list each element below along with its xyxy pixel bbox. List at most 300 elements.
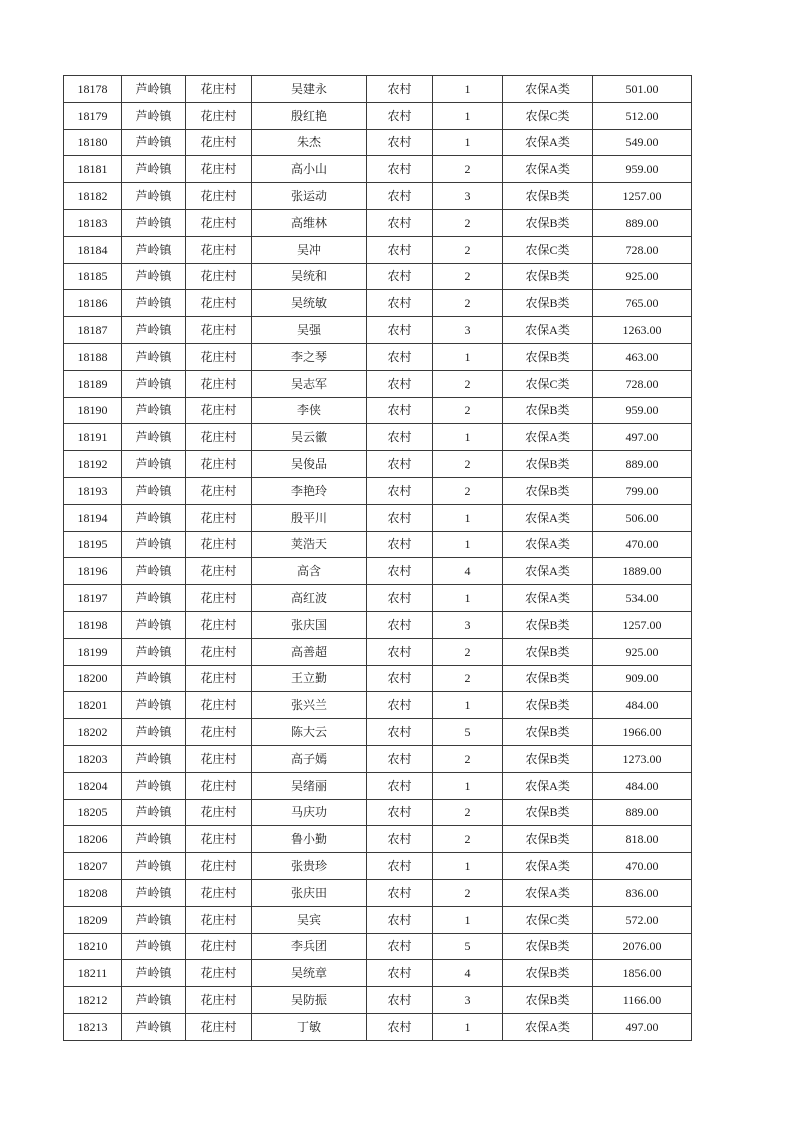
cell-town: 芦岭镇 [122, 719, 186, 746]
cell-village: 花庄村 [186, 424, 252, 451]
cell-name: 荚浩天 [252, 531, 367, 558]
cell-town: 芦岭镇 [122, 102, 186, 129]
cell-name: 高维林 [252, 209, 367, 236]
cell-serial-number: 18181 [64, 156, 122, 183]
cell-person-count: 2 [433, 879, 503, 906]
cell-insurance-category: 农保B类 [503, 665, 593, 692]
cell-insurance-category: 农保B类 [503, 209, 593, 236]
cell-town: 芦岭镇 [122, 1013, 186, 1040]
cell-serial-number: 18193 [64, 477, 122, 504]
cell-person-count: 2 [433, 370, 503, 397]
cell-town: 芦岭镇 [122, 263, 186, 290]
cell-insurance-category: 农保A类 [503, 129, 593, 156]
table-row [64, 933, 692, 960]
cell-town: 芦岭镇 [122, 343, 186, 370]
cell-name: 李艳玲 [252, 477, 367, 504]
cell-amount: 765.00 [593, 290, 692, 317]
table-row [64, 611, 692, 638]
cell-village: 花庄村 [186, 102, 252, 129]
table-row [64, 343, 692, 370]
cell-village: 花庄村 [186, 209, 252, 236]
cell-insurance-category: 农保B类 [503, 290, 593, 317]
cell-residence-type: 农村 [367, 960, 433, 987]
cell-town: 芦岭镇 [122, 826, 186, 853]
cell-name: 丁敏 [252, 1013, 367, 1040]
cell-person-count: 5 [433, 933, 503, 960]
table-row [64, 719, 692, 746]
table-row [64, 370, 692, 397]
cell-village: 花庄村 [186, 290, 252, 317]
cell-amount: 506.00 [593, 504, 692, 531]
cell-town: 芦岭镇 [122, 156, 186, 183]
cell-residence-type: 农村 [367, 343, 433, 370]
cell-town: 芦岭镇 [122, 129, 186, 156]
cell-serial-number: 18211 [64, 960, 122, 987]
cell-village: 花庄村 [186, 156, 252, 183]
cell-person-count: 1 [433, 343, 503, 370]
cell-person-count: 1 [433, 585, 503, 612]
cell-person-count: 5 [433, 719, 503, 746]
cell-residence-type: 农村 [367, 129, 433, 156]
cell-residence-type: 农村 [367, 772, 433, 799]
cell-person-count: 1 [433, 129, 503, 156]
table-row [64, 236, 692, 263]
cell-residence-type: 农村 [367, 906, 433, 933]
cell-name: 高小山 [252, 156, 367, 183]
cell-town: 芦岭镇 [122, 665, 186, 692]
cell-town: 芦岭镇 [122, 960, 186, 987]
cell-town: 芦岭镇 [122, 772, 186, 799]
cell-town: 芦岭镇 [122, 76, 186, 103]
subsidy-table [63, 75, 692, 1041]
cell-person-count: 1 [433, 853, 503, 880]
cell-serial-number: 18202 [64, 719, 122, 746]
cell-town: 芦岭镇 [122, 558, 186, 585]
cell-serial-number: 18204 [64, 772, 122, 799]
cell-village: 花庄村 [186, 638, 252, 665]
cell-town: 芦岭镇 [122, 183, 186, 210]
cell-name: 吴强 [252, 317, 367, 344]
cell-person-count: 3 [433, 317, 503, 344]
cell-village: 花庄村 [186, 451, 252, 478]
subsidy-table-body [64, 76, 692, 1041]
cell-insurance-category: 农保A类 [503, 853, 593, 880]
table-row [64, 558, 692, 585]
cell-insurance-category: 农保A类 [503, 558, 593, 585]
cell-serial-number: 18206 [64, 826, 122, 853]
cell-person-count: 1 [433, 504, 503, 531]
table-row [64, 638, 692, 665]
cell-person-count: 3 [433, 987, 503, 1014]
cell-name: 吴俊品 [252, 451, 367, 478]
cell-village: 花庄村 [186, 317, 252, 344]
cell-village: 花庄村 [186, 585, 252, 612]
cell-name: 李侠 [252, 397, 367, 424]
cell-serial-number: 18194 [64, 504, 122, 531]
cell-insurance-category: 农保B类 [503, 719, 593, 746]
table-row [64, 477, 692, 504]
cell-residence-type: 农村 [367, 826, 433, 853]
cell-residence-type: 农村 [367, 879, 433, 906]
cell-insurance-category: 农保B类 [503, 987, 593, 1014]
cell-town: 芦岭镇 [122, 853, 186, 880]
cell-name: 马庆功 [252, 799, 367, 826]
cell-insurance-category: 农保B类 [503, 451, 593, 478]
cell-amount: 959.00 [593, 156, 692, 183]
cell-serial-number: 18190 [64, 397, 122, 424]
cell-insurance-category: 农保A类 [503, 504, 593, 531]
cell-serial-number: 18210 [64, 933, 122, 960]
cell-insurance-category: 农保A类 [503, 1013, 593, 1040]
table-row [64, 853, 692, 880]
cell-village: 花庄村 [186, 879, 252, 906]
cell-serial-number: 18192 [64, 451, 122, 478]
cell-amount: 484.00 [593, 692, 692, 719]
cell-amount: 501.00 [593, 76, 692, 103]
cell-insurance-category: 农保C类 [503, 102, 593, 129]
cell-residence-type: 农村 [367, 558, 433, 585]
cell-residence-type: 农村 [367, 638, 433, 665]
cell-residence-type: 农村 [367, 156, 433, 183]
cell-person-count: 3 [433, 183, 503, 210]
table-row [64, 156, 692, 183]
cell-town: 芦岭镇 [122, 585, 186, 612]
cell-town: 芦岭镇 [122, 611, 186, 638]
cell-person-count: 2 [433, 236, 503, 263]
cell-village: 花庄村 [186, 906, 252, 933]
table-row [64, 424, 692, 451]
cell-village: 花庄村 [186, 1013, 252, 1040]
cell-person-count: 2 [433, 263, 503, 290]
cell-residence-type: 农村 [367, 1013, 433, 1040]
cell-insurance-category: 农保B类 [503, 745, 593, 772]
cell-residence-type: 农村 [367, 611, 433, 638]
cell-residence-type: 农村 [367, 317, 433, 344]
cell-amount: 818.00 [593, 826, 692, 853]
cell-insurance-category: 农保A类 [503, 879, 593, 906]
cell-residence-type: 农村 [367, 183, 433, 210]
cell-insurance-category: 农保B类 [503, 638, 593, 665]
table-row [64, 209, 692, 236]
cell-residence-type: 农村 [367, 102, 433, 129]
cell-amount: 728.00 [593, 370, 692, 397]
cell-name: 高红波 [252, 585, 367, 612]
cell-amount: 889.00 [593, 799, 692, 826]
cell-amount: 497.00 [593, 1013, 692, 1040]
cell-serial-number: 18203 [64, 745, 122, 772]
cell-village: 花庄村 [186, 183, 252, 210]
cell-town: 芦岭镇 [122, 933, 186, 960]
cell-town: 芦岭镇 [122, 424, 186, 451]
table-row [64, 183, 692, 210]
cell-town: 芦岭镇 [122, 906, 186, 933]
table-row [64, 263, 692, 290]
cell-village: 花庄村 [186, 665, 252, 692]
table-row [64, 665, 692, 692]
cell-town: 芦岭镇 [122, 477, 186, 504]
cell-person-count: 4 [433, 960, 503, 987]
cell-serial-number: 18185 [64, 263, 122, 290]
cell-insurance-category: 农保B类 [503, 826, 593, 853]
cell-name: 李兵团 [252, 933, 367, 960]
cell-residence-type: 农村 [367, 504, 433, 531]
cell-person-count: 2 [433, 745, 503, 772]
cell-name: 张庆国 [252, 611, 367, 638]
cell-village: 花庄村 [186, 558, 252, 585]
table-row [64, 772, 692, 799]
cell-residence-type: 农村 [367, 665, 433, 692]
table-row [64, 504, 692, 531]
cell-name: 高善超 [252, 638, 367, 665]
cell-town: 芦岭镇 [122, 879, 186, 906]
cell-name: 吴统章 [252, 960, 367, 987]
cell-town: 芦岭镇 [122, 451, 186, 478]
cell-insurance-category: 农保B类 [503, 960, 593, 987]
table-row [64, 1013, 692, 1040]
cell-insurance-category: 农保C类 [503, 370, 593, 397]
cell-insurance-category: 农保C类 [503, 906, 593, 933]
cell-village: 花庄村 [186, 397, 252, 424]
cell-serial-number: 18195 [64, 531, 122, 558]
cell-name: 吴志军 [252, 370, 367, 397]
cell-village: 花庄村 [186, 611, 252, 638]
cell-residence-type: 农村 [367, 692, 433, 719]
table-row [64, 799, 692, 826]
cell-residence-type: 农村 [367, 290, 433, 317]
cell-name: 吴统和 [252, 263, 367, 290]
cell-residence-type: 农村 [367, 477, 433, 504]
cell-insurance-category: 农保C类 [503, 236, 593, 263]
cell-amount: 836.00 [593, 879, 692, 906]
cell-name: 鲁小勤 [252, 826, 367, 853]
cell-amount: 1856.00 [593, 960, 692, 987]
cell-serial-number: 18182 [64, 183, 122, 210]
cell-name: 殷红艳 [252, 102, 367, 129]
cell-village: 花庄村 [186, 263, 252, 290]
cell-insurance-category: 农保B类 [503, 397, 593, 424]
cell-person-count: 2 [433, 209, 503, 236]
cell-residence-type: 农村 [367, 531, 433, 558]
cell-amount: 1273.00 [593, 745, 692, 772]
table-row [64, 987, 692, 1014]
cell-village: 花庄村 [186, 853, 252, 880]
cell-serial-number: 18186 [64, 290, 122, 317]
cell-person-count: 1 [433, 102, 503, 129]
cell-village: 花庄村 [186, 692, 252, 719]
cell-amount: 1889.00 [593, 558, 692, 585]
cell-name: 吴冲 [252, 236, 367, 263]
cell-person-count: 4 [433, 558, 503, 585]
cell-amount: 1263.00 [593, 317, 692, 344]
cell-name: 张运动 [252, 183, 367, 210]
table-row [64, 451, 692, 478]
cell-residence-type: 农村 [367, 799, 433, 826]
cell-name: 吴宾 [252, 906, 367, 933]
cell-town: 芦岭镇 [122, 692, 186, 719]
cell-serial-number: 18180 [64, 129, 122, 156]
cell-serial-number: 18205 [64, 799, 122, 826]
cell-amount: 925.00 [593, 263, 692, 290]
cell-person-count: 1 [433, 772, 503, 799]
cell-amount: 1257.00 [593, 183, 692, 210]
cell-serial-number: 18198 [64, 611, 122, 638]
cell-amount: 572.00 [593, 906, 692, 933]
cell-name: 陈大云 [252, 719, 367, 746]
cell-amount: 909.00 [593, 665, 692, 692]
cell-residence-type: 农村 [367, 745, 433, 772]
cell-village: 花庄村 [186, 504, 252, 531]
cell-name: 殷平川 [252, 504, 367, 531]
cell-town: 芦岭镇 [122, 397, 186, 424]
cell-village: 花庄村 [186, 370, 252, 397]
cell-town: 芦岭镇 [122, 745, 186, 772]
table-row [64, 102, 692, 129]
cell-amount: 2076.00 [593, 933, 692, 960]
table-row [64, 531, 692, 558]
cell-person-count: 2 [433, 156, 503, 183]
cell-name: 吴云徽 [252, 424, 367, 451]
table-row [64, 906, 692, 933]
cell-serial-number: 18212 [64, 987, 122, 1014]
cell-village: 花庄村 [186, 987, 252, 1014]
table-row [64, 826, 692, 853]
cell-village: 花庄村 [186, 531, 252, 558]
cell-name: 张庆田 [252, 879, 367, 906]
cell-town: 芦岭镇 [122, 799, 186, 826]
cell-person-count: 1 [433, 76, 503, 103]
cell-serial-number: 18188 [64, 343, 122, 370]
cell-serial-number: 18199 [64, 638, 122, 665]
table-row [64, 317, 692, 344]
cell-village: 花庄村 [186, 826, 252, 853]
cell-residence-type: 农村 [367, 585, 433, 612]
cell-serial-number: 18179 [64, 102, 122, 129]
cell-amount: 1257.00 [593, 611, 692, 638]
cell-serial-number: 18196 [64, 558, 122, 585]
cell-name: 李之琴 [252, 343, 367, 370]
table-row [64, 960, 692, 987]
cell-residence-type: 农村 [367, 76, 433, 103]
cell-serial-number: 18208 [64, 879, 122, 906]
cell-serial-number: 18213 [64, 1013, 122, 1040]
cell-amount: 889.00 [593, 451, 692, 478]
cell-residence-type: 农村 [367, 424, 433, 451]
cell-town: 芦岭镇 [122, 638, 186, 665]
cell-serial-number: 18200 [64, 665, 122, 692]
cell-name: 吴建永 [252, 76, 367, 103]
cell-person-count: 1 [433, 531, 503, 558]
cell-amount: 470.00 [593, 853, 692, 880]
cell-serial-number: 18207 [64, 853, 122, 880]
cell-residence-type: 农村 [367, 397, 433, 424]
cell-residence-type: 农村 [367, 451, 433, 478]
cell-town: 芦岭镇 [122, 504, 186, 531]
cell-person-count: 2 [433, 826, 503, 853]
cell-village: 花庄村 [186, 772, 252, 799]
cell-residence-type: 农村 [367, 263, 433, 290]
cell-person-count: 1 [433, 424, 503, 451]
cell-village: 花庄村 [186, 719, 252, 746]
cell-person-count: 2 [433, 290, 503, 317]
table-row [64, 76, 692, 103]
cell-residence-type: 农村 [367, 719, 433, 746]
cell-serial-number: 18201 [64, 692, 122, 719]
cell-amount: 549.00 [593, 129, 692, 156]
cell-residence-type: 农村 [367, 853, 433, 880]
cell-amount: 534.00 [593, 585, 692, 612]
cell-name: 朱杰 [252, 129, 367, 156]
cell-amount: 959.00 [593, 397, 692, 424]
cell-amount: 889.00 [593, 209, 692, 236]
cell-person-count: 1 [433, 906, 503, 933]
cell-town: 芦岭镇 [122, 209, 186, 236]
cell-name: 高含 [252, 558, 367, 585]
cell-name: 张贵珍 [252, 853, 367, 880]
cell-serial-number: 18187 [64, 317, 122, 344]
cell-amount: 484.00 [593, 772, 692, 799]
cell-serial-number: 18197 [64, 585, 122, 612]
cell-serial-number: 18184 [64, 236, 122, 263]
cell-amount: 463.00 [593, 343, 692, 370]
cell-amount: 1166.00 [593, 987, 692, 1014]
cell-serial-number: 18183 [64, 209, 122, 236]
cell-insurance-category: 农保B类 [503, 183, 593, 210]
cell-insurance-category: 农保A类 [503, 156, 593, 183]
table-row [64, 879, 692, 906]
cell-town: 芦岭镇 [122, 531, 186, 558]
table-row [64, 585, 692, 612]
cell-insurance-category: 农保B类 [503, 692, 593, 719]
cell-insurance-category: 农保A类 [503, 585, 593, 612]
cell-name: 张兴兰 [252, 692, 367, 719]
cell-insurance-category: 农保B类 [503, 477, 593, 504]
cell-insurance-category: 农保A类 [503, 317, 593, 344]
cell-insurance-category: 农保B类 [503, 933, 593, 960]
table-row [64, 290, 692, 317]
cell-village: 花庄村 [186, 933, 252, 960]
cell-town: 芦岭镇 [122, 290, 186, 317]
cell-village: 花庄村 [186, 745, 252, 772]
cell-person-count: 2 [433, 451, 503, 478]
cell-person-count: 1 [433, 1013, 503, 1040]
cell-insurance-category: 农保A类 [503, 76, 593, 103]
cell-insurance-category: 农保A类 [503, 424, 593, 451]
cell-name: 吴统敏 [252, 290, 367, 317]
cell-village: 花庄村 [186, 477, 252, 504]
cell-town: 芦岭镇 [122, 236, 186, 263]
cell-person-count: 2 [433, 665, 503, 692]
cell-person-count: 2 [433, 397, 503, 424]
cell-village: 花庄村 [186, 960, 252, 987]
cell-amount: 728.00 [593, 236, 692, 263]
cell-residence-type: 农村 [367, 370, 433, 397]
cell-amount: 512.00 [593, 102, 692, 129]
cell-town: 芦岭镇 [122, 370, 186, 397]
cell-amount: 799.00 [593, 477, 692, 504]
cell-serial-number: 18189 [64, 370, 122, 397]
cell-serial-number: 18191 [64, 424, 122, 451]
cell-village: 花庄村 [186, 76, 252, 103]
cell-village: 花庄村 [186, 129, 252, 156]
cell-person-count: 2 [433, 799, 503, 826]
cell-name: 王立勤 [252, 665, 367, 692]
cell-residence-type: 农村 [367, 987, 433, 1014]
cell-amount: 470.00 [593, 531, 692, 558]
cell-amount: 497.00 [593, 424, 692, 451]
cell-name: 高子嫣 [252, 745, 367, 772]
cell-person-count: 1 [433, 692, 503, 719]
cell-insurance-category: 农保A类 [503, 772, 593, 799]
